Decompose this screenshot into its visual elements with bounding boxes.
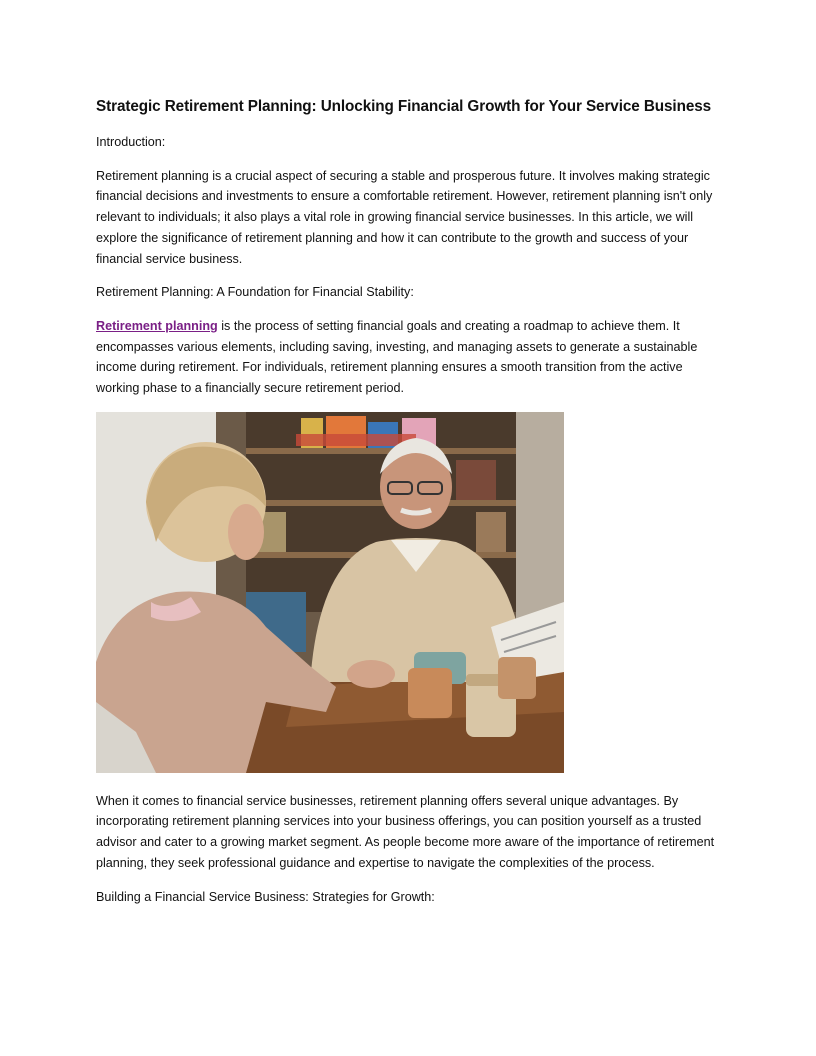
section3-heading: Building a Financial Service Business: Strategies for Growth: [96, 889, 435, 904]
section2-paragraph: When it comes to financial service businesses, retirement planning offers several unique advantages. By incorporating retirement planning services into your business offerings, you can position yourself as a trusted advisor and cater to a growing market segment. As people become more aware of the importance of retirement planning, they seek professional guidance and expertise to navigate the complexities of the process. [96, 793, 715, 870]
intro-heading: Introduction: [96, 135, 166, 149]
page-title: Strategic Retirement Planning: Unlocking Financial Growth for Your Service Business [96, 98, 712, 115]
section1-heading: Retirement Planning: A Foundation for Financial Stability: [96, 285, 414, 300]
retirement-planning-link[interactable]: Retirement planning [96, 318, 218, 333]
document-page [96, 96, 720, 920]
intro-paragraph: Retirement planning is a crucial aspect of securing a stable and prosperous future. It involves making strategic financial decisions and investments to ensure a comfortable retirement. However, retirement planning isn't only relevant to individuals; it also plays a vital role in growing financial service businesses. In this article, we will explore the significance of retirement planning and how it can contribute to the growth and success of your financial service business. [96, 168, 713, 266]
elderly-couple-photo [96, 412, 564, 773]
section1-paragraph [96, 316, 720, 399]
section1-paragraph-text: is the process of setting financial goals and creating a roadmap to achieve them. It encompasses various elements, including saving, investing, and managing assets to generate a sustainable income during retirement. For individuals, retirement planning ensures a smooth transition from the active working phase to a financially secure retirement period. [96, 318, 698, 396]
